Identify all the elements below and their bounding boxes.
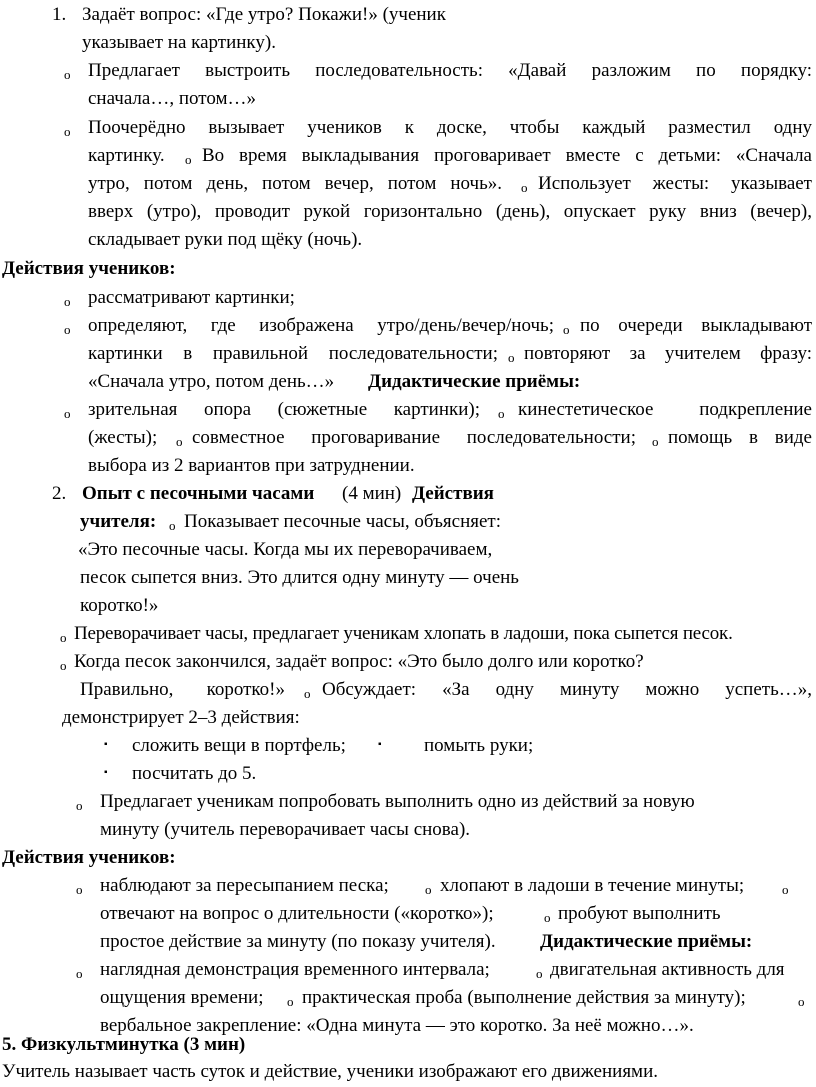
item1-line1: Задаёт вопрос: «Где утро? Покажи!» (ученик	[82, 4, 446, 25]
item2-teacher-3d: демонстрирует 2–3 действия:	[62, 707, 300, 728]
students1-heading: Действия учеников:	[2, 258, 176, 279]
bullet-icon: o	[508, 350, 515, 365]
students2-line2a: отвечают на вопрос о длительности («коротко»);	[100, 903, 494, 924]
item2-teacher-3b: Правильно, коротко!»	[80, 679, 285, 700]
item1-bullet1-line1: Предлагает выстроить последовательность: «Давай разложим по порядку:	[88, 60, 812, 81]
item2-action-1: сложить вещи в портфель;	[132, 735, 346, 756]
didactic2-line1a: наглядная демонстрация временного интервала;	[100, 959, 490, 980]
item1-bullet2-line2b: Во время выкладывания проговаривает вместе с детьми: «Сначала	[202, 145, 812, 166]
students1-item2-line2a: картинки в правильной последовательности;	[88, 343, 498, 364]
item1-bullet2-line3a: утро, потом день, потом вечер, потом ночь».	[88, 173, 502, 194]
students2-line2b: пробуют выполнить	[558, 903, 721, 924]
didactic2-heading: Дидактические приёмы:	[540, 931, 753, 952]
bullet-icon: o	[76, 798, 83, 813]
item1-bullet2-line1: Поочерёдно вызывает учеников к доске, чтобы каждый разместил одну	[88, 117, 812, 138]
bullet-icon: o	[64, 124, 71, 139]
item2-number: 2.	[52, 483, 67, 504]
didactic2-line2b: практическая проба (выполнение действия за минуту);	[302, 987, 746, 1008]
bullet-icon: o	[185, 152, 192, 167]
bullet-icon: o	[304, 686, 311, 701]
students2-line1b: хлопают в ладоши в течение минуты;	[440, 875, 745, 896]
bullet-icon: o	[176, 434, 183, 449]
bullet-icon: o	[64, 406, 71, 421]
bullet-icon: o	[521, 180, 528, 195]
bullet-icon: o	[64, 67, 71, 82]
didactic2-line1b: двигательная активность для	[550, 959, 785, 980]
didactic1-line2c: помощь в виде	[668, 427, 812, 448]
bullet-icon: o	[782, 882, 789, 897]
square-bullet-icon: ▪	[378, 739, 382, 750]
students2-heading: Действия учеников:	[2, 847, 176, 868]
students1-item2-line3: «Сначала утро, потом день…»	[88, 371, 335, 392]
item2-teacher-heading-b: учителя:	[80, 511, 157, 532]
item2-teacher-3a: Когда песок закончился, задаёт вопрос: «Это было долго или коротко?	[74, 651, 644, 672]
didactic1-line2b: совместное проговаривание последовательности;	[192, 427, 636, 448]
students2-line1a: наблюдают за пересыпанием песка;	[100, 875, 389, 896]
bullet-icon: o	[76, 882, 83, 897]
students1-item2-line2b: повторяют за учителем фразу:	[524, 343, 812, 364]
bullet-icon: o	[169, 518, 176, 533]
bullet-icon: o	[544, 910, 551, 925]
item2-action-3: посчитать до 5.	[132, 763, 257, 784]
bullet-icon: o	[652, 434, 659, 449]
students1-item2-line1a: определяют, где изображена утро/день/вечер/ночь;	[88, 315, 554, 336]
didactic1-line1a: зрительная опора (сюжетные картинки);	[88, 399, 480, 420]
bullet-icon: o	[536, 966, 543, 981]
item1-bullet2-line4: вверх (утро), проводит рукой горизонтально (день), опускает руку вниз (вечер),	[88, 201, 812, 222]
item2-teacher-1a: Показывает песочные часы, объясняет:	[184, 511, 501, 532]
bullet-icon: o	[498, 406, 505, 421]
item2-duration: (4 мин)	[342, 483, 402, 504]
section5-text: Учитель называет часть суток и действие, ученики изображают его движениями.	[2, 1061, 659, 1082]
item2-teacher-4b: минуту (учитель переворачивает часы снова).	[100, 819, 471, 840]
students1-item2-line1b: по очереди выкладывают	[580, 315, 812, 336]
item2-teacher-1d: коротко!»	[80, 595, 159, 616]
item1-bullet2-line3b: Использует жесты: указывает	[538, 173, 812, 194]
item1-bullet2-line5: складывает руки под щёку (ночь).	[88, 229, 363, 250]
bullet-icon: o	[563, 322, 570, 337]
item2-teacher-1b: «Это песочные часы. Когда мы их переворачиваем,	[78, 539, 493, 560]
item1-bullet1-line2: сначала…, потом…»	[88, 88, 256, 109]
square-bullet-icon: ▪	[104, 739, 108, 750]
item1-number: 1.	[52, 4, 67, 25]
bullet-icon: o	[76, 966, 83, 981]
didactic2-line2a: ощущения времени;	[100, 987, 264, 1008]
item1-bullet2-line2a: картинку.	[88, 145, 165, 166]
bullet-icon: o	[425, 882, 432, 897]
bullet-icon: o	[287, 994, 294, 1009]
item2-title: Опыт с песочными часами	[82, 483, 315, 504]
item2-teacher-1c: песок сыпется вниз. Это длится одну минуту — очень	[80, 567, 519, 588]
bullet-icon: o	[798, 994, 805, 1009]
students1-item1: рассматривают картинки;	[88, 287, 295, 308]
didactic1-line3: выбора из 2 вариантов при затруднении.	[88, 455, 415, 476]
item2-teacher-2: Переворачивает часы, предлагает ученикам хлопать в ладоши, пока сыпется песок.	[74, 623, 733, 644]
section5-title: 5. Физкультминутка (3 мин)	[2, 1034, 246, 1055]
bullet-icon: o	[60, 658, 67, 673]
didactic1-line2a: (жесты);	[88, 427, 158, 448]
bullet-icon: o	[64, 294, 71, 309]
square-bullet-icon: ▪	[104, 767, 108, 778]
item2-teacher-4a: Предлагает ученикам попробовать выполнить одно из действий за новую	[100, 791, 695, 812]
item1-line2: указывает на картинку).	[82, 32, 276, 53]
didactic1-line1b: кинестетическое подкрепление	[518, 399, 812, 420]
bullet-icon: o	[64, 322, 71, 337]
didactic2-line3: вербальное закрепление: «Одна минута — это коротко. За неё можно…».	[100, 1015, 694, 1036]
item2-action-2: помыть руки;	[424, 735, 534, 756]
didactic1-heading: Дидактические приёмы:	[368, 371, 581, 392]
item2-teacher-3c: Обсуждает: «За одну минуту можно успеть…»,	[322, 679, 812, 700]
item2-teacher-heading-a: Действия	[412, 483, 494, 504]
students2-line3a: простое действие за минуту (по показу учителя).	[100, 931, 496, 952]
bullet-icon: o	[60, 630, 67, 645]
